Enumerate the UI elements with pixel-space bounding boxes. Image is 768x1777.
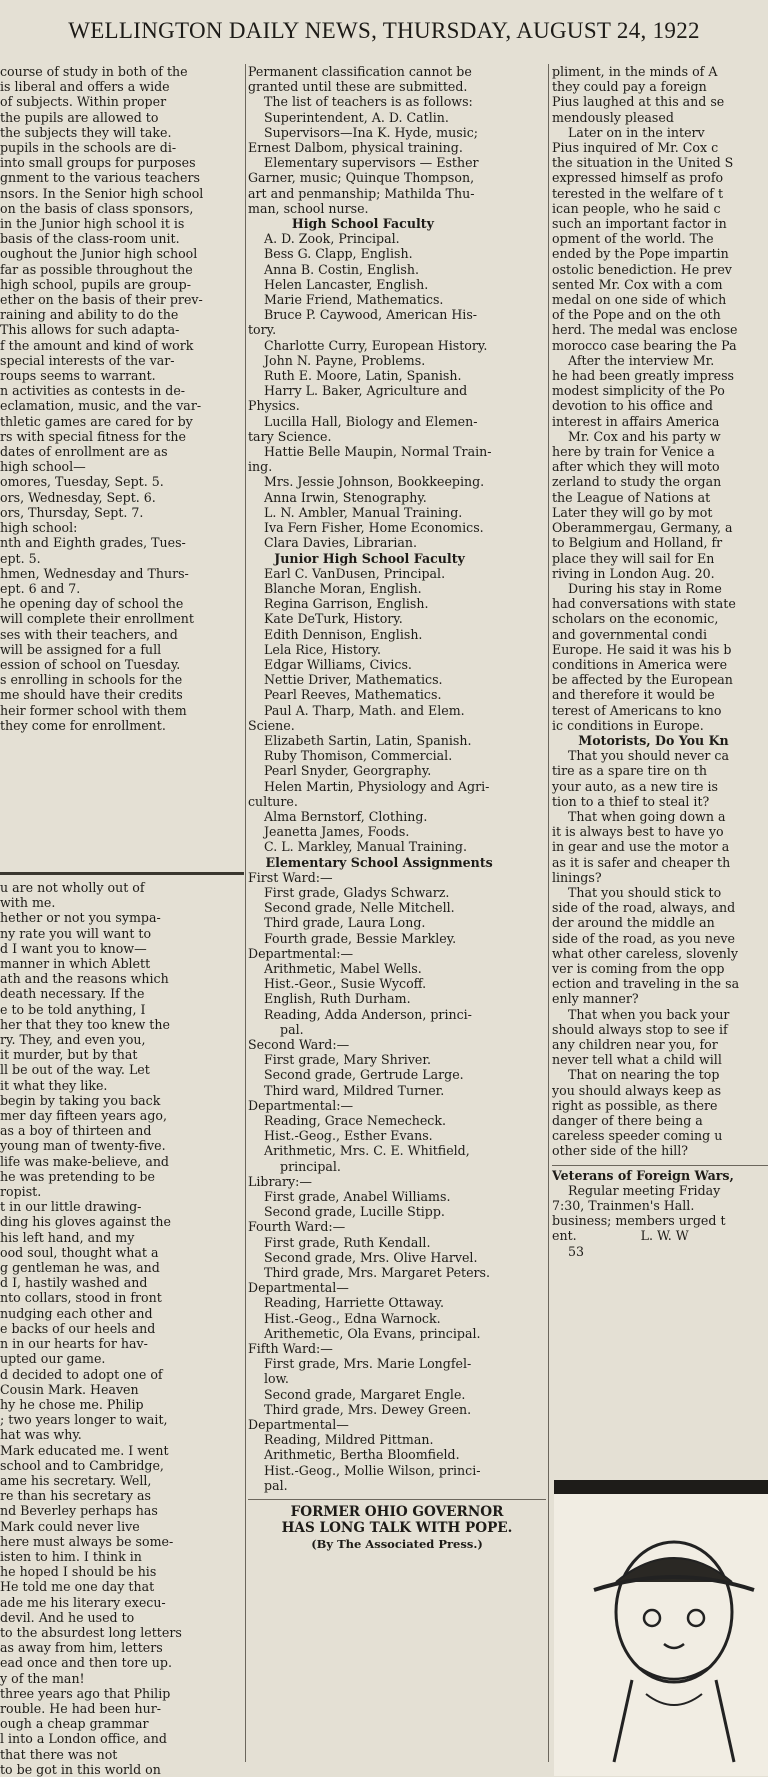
text-line: First grade, Mary Shriver. bbox=[248, 1052, 431, 1068]
text-line: Iva Fern Fisher, Home Economics. bbox=[248, 520, 484, 536]
text-line: First grade, Ruth Kendall. bbox=[248, 1234, 431, 1250]
text-line: hat was why. bbox=[0, 1427, 82, 1443]
text-line: high school, pupils are group- bbox=[0, 276, 191, 292]
text-line: Cousin Mark. Heaven bbox=[0, 1381, 139, 1397]
text-line: scholars on the economic, bbox=[552, 611, 719, 627]
text-line: 7:30, Trainmen's Hall. bbox=[552, 1198, 695, 1214]
notice-separator bbox=[552, 1165, 768, 1166]
subheading: Motorists, Do You Kn bbox=[552, 732, 729, 748]
text-line: Library:— bbox=[248, 1173, 312, 1189]
text-line: ough a cheap grammar bbox=[0, 1716, 149, 1732]
text-line: Hist.-Geog., Edna Warnock. bbox=[248, 1310, 441, 1326]
text-line: death necessary. If the bbox=[0, 986, 145, 1002]
text-line: Mark educated me. I went bbox=[0, 1442, 169, 1458]
col3-body bbox=[552, 64, 768, 1159]
text-line: it murder, but by that bbox=[0, 1047, 138, 1063]
text-line: modest simplicity of the Po bbox=[552, 383, 725, 399]
text-line: Ruby Thomison, Commercial. bbox=[248, 748, 453, 764]
text-line: and governmental condi bbox=[552, 626, 707, 642]
text-line: Anna Irwin, Stenography. bbox=[248, 489, 427, 505]
text-line: That you should stick to bbox=[552, 884, 722, 900]
text-line: This allows for such adapta- bbox=[0, 322, 180, 338]
text-line: Bess G. Clapp, English. bbox=[248, 246, 413, 262]
text-line: Elizabeth Sartin, Latin, Spanish. bbox=[248, 732, 472, 748]
text-line: Lucilla Hall, Biology and Elemen- bbox=[248, 413, 478, 429]
school-enrollment-article-fragment bbox=[0, 64, 244, 870]
text-line: n in our hearts for hav- bbox=[0, 1336, 148, 1352]
text-line: Alma Bernstorf, Clothing. bbox=[248, 808, 428, 824]
text-line: ropist. bbox=[0, 1184, 42, 1200]
text-line: after which they will moto bbox=[552, 459, 720, 475]
text-line: any children near you, for bbox=[552, 1037, 718, 1052]
text-line: pal. bbox=[248, 1477, 288, 1493]
text-line: business; members urged t bbox=[552, 1213, 726, 1229]
text-line: e to be told anything, I bbox=[0, 1001, 146, 1017]
text-line: Harry L. Baker, Agriculture and bbox=[248, 383, 468, 399]
text-line: mer day fifteen years ago, bbox=[0, 1108, 167, 1124]
text-line: your auto, as a new tire is bbox=[552, 778, 718, 794]
text-line: will complete their enrollment bbox=[0, 611, 194, 627]
text-line: that there was not bbox=[0, 1746, 118, 1762]
text-line: l into a London office, and bbox=[0, 1731, 167, 1747]
subheading: High School Faculty bbox=[248, 216, 434, 232]
text-line: First grade, Mrs. Marie Longfel- bbox=[248, 1356, 472, 1372]
text-line: to the absurdest long letters bbox=[0, 1624, 182, 1640]
text-line: Kate DeTurk, History. bbox=[248, 611, 403, 627]
text-line: ent. L. W. W bbox=[552, 1228, 689, 1244]
text-line: ors, Wednesday, Sept. 6. bbox=[0, 489, 156, 505]
text-line: as a boy of thirteen and bbox=[0, 1123, 152, 1139]
text-line: omores, Tuesday, Sept. 5. bbox=[0, 474, 164, 490]
text-line: you should always keep as bbox=[552, 1082, 722, 1098]
text-line: y of the man! bbox=[0, 1670, 85, 1686]
subheading: Junior High School Faculty bbox=[248, 550, 465, 566]
text-line: basis of the class-room unit. bbox=[0, 231, 180, 247]
article-separator bbox=[0, 872, 244, 875]
text-line: First grade, Anabel Williams. bbox=[248, 1189, 451, 1205]
text-line: careless speeder coming u bbox=[552, 1128, 723, 1144]
text-line: Departmental— bbox=[248, 1280, 349, 1296]
text-line: ny rate you will want to bbox=[0, 925, 152, 941]
text-line: Hattie Belle Maupin, Normal Train- bbox=[248, 444, 492, 460]
text-line: Pius inquired of Mr. Cox c bbox=[552, 140, 719, 156]
text-line: pupils in the schools are di- bbox=[0, 140, 177, 156]
text-line: der around the middle an bbox=[552, 915, 715, 931]
text-line: Arithmetic, Mabel Wells. bbox=[248, 960, 422, 976]
text-line: Mrs. Jessie Johnson, Bookkeeping. bbox=[248, 474, 485, 490]
text-line: Edgar Williams, Civics. bbox=[248, 656, 412, 672]
text-line: re than his secretary as bbox=[0, 1488, 151, 1504]
text-line: the pupils are allowed to bbox=[0, 109, 159, 125]
text-line: ether on the basis of their prev- bbox=[0, 292, 203, 308]
text-line: man, school nurse. bbox=[248, 200, 369, 216]
text-line: far as possible throughout the bbox=[0, 261, 193, 277]
text-line: ath and the reasons which bbox=[0, 971, 169, 987]
text-line: t in our little drawing- bbox=[0, 1199, 142, 1215]
text-line: as it is safer and cheaper th bbox=[552, 854, 731, 870]
text-line: side of the road, always, and bbox=[552, 900, 736, 916]
text-line: expressed himself as profo bbox=[552, 170, 724, 186]
text-line: culture. bbox=[248, 793, 298, 809]
text-line: and therefore it would be bbox=[552, 687, 715, 703]
text-line: Superintendent, A. D. Catlin. bbox=[248, 109, 449, 125]
text-line: course of study in both of the bbox=[0, 64, 188, 79]
text-line: as away from him, letters bbox=[0, 1640, 163, 1656]
cartoon-drawing bbox=[554, 1494, 768, 1762]
text-line: ead once and then tore up. bbox=[0, 1655, 172, 1671]
text-line: herd. The medal was enclose bbox=[552, 322, 738, 338]
text-line: tary Science. bbox=[248, 428, 332, 444]
text-line: ry. They, and even you, bbox=[0, 1032, 146, 1048]
text-line: Fourth Ward:— bbox=[248, 1219, 346, 1235]
text-line: Bruce P. Caywood, American His- bbox=[248, 307, 478, 323]
text-line: Reading, Grace Nemecheck. bbox=[248, 1113, 446, 1129]
text-line: terested in the welfare of t bbox=[552, 185, 724, 201]
text-line: ses with their teachers, and bbox=[0, 626, 178, 642]
text-line: A. D. Zook, Principal. bbox=[248, 231, 400, 247]
text-line: ame his secretary. Well, bbox=[0, 1472, 152, 1488]
text-line: C. L. Markley, Manual Training. bbox=[248, 839, 467, 855]
text-line: mendously pleased bbox=[552, 109, 674, 125]
text-line: He told me one day that bbox=[0, 1579, 155, 1595]
text-line: ican people, who he said c bbox=[552, 200, 721, 216]
text-line: ept. 5. bbox=[0, 550, 41, 566]
text-line: ic conditions in Europe. bbox=[552, 717, 704, 733]
text-line: they could pay a foreign bbox=[552, 79, 707, 95]
text-line: Second grade, Margaret Engle. bbox=[248, 1386, 466, 1402]
text-line: Second Ward:— bbox=[248, 1037, 350, 1052]
text-line: Reading, Harriette Ottaway. bbox=[248, 1295, 445, 1311]
teacher-list-body bbox=[248, 64, 546, 1493]
text-line: granted until these are submitted. bbox=[248, 79, 468, 95]
text-line: ood soul, thought what a bbox=[0, 1244, 159, 1260]
text-line: First Ward:— bbox=[248, 869, 333, 885]
text-line: ept. 6 and 7. bbox=[0, 580, 81, 596]
text-line: f the amount and kind of work bbox=[0, 337, 194, 353]
text-line: Third grade, Mrs. Margaret Peters. bbox=[248, 1265, 491, 1281]
text-line: principal. bbox=[248, 1158, 341, 1174]
text-line: hmen, Wednesday and Thurs- bbox=[0, 565, 189, 581]
text-line: what other careless, slovenly bbox=[552, 945, 739, 961]
text-line: begin by taking you back bbox=[0, 1092, 161, 1108]
text-line: tory. bbox=[248, 322, 277, 338]
text-line: Second grade, Mrs. Olive Harvel. bbox=[248, 1249, 478, 1265]
text-line: Regina Garrison, English. bbox=[248, 596, 429, 612]
text-line: upted our game. bbox=[0, 1351, 106, 1367]
text-line: school and to Cambridge, bbox=[0, 1457, 164, 1473]
text-line: rs with special fitness for the bbox=[0, 428, 186, 444]
text-line: Helen Lancaster, English. bbox=[248, 276, 429, 292]
text-line: heir former school with them bbox=[0, 702, 187, 718]
text-line: Ruth E. Moore, Latin, Spanish. bbox=[248, 368, 462, 384]
text-line: other side of the hill? bbox=[552, 1143, 689, 1159]
text-line: That when you back your bbox=[552, 1006, 730, 1022]
text-line: ors, Thursday, Sept. 7. bbox=[0, 504, 144, 520]
text-line: roups seems to warrant. bbox=[0, 368, 156, 384]
text-line: high school: bbox=[0, 520, 78, 536]
text-line: raining and ability to do the bbox=[0, 307, 179, 323]
text-line: Helen Martin, Physiology and Agri- bbox=[248, 778, 490, 794]
text-line: First grade, Gladys Schwarz. bbox=[248, 884, 450, 900]
text-line: d decided to adopt one of bbox=[0, 1366, 163, 1382]
text-line: Nettie Driver, Mathematics. bbox=[248, 672, 443, 688]
text-line: sented Mr. Cox with a com bbox=[552, 276, 723, 292]
text-line: Reading, Adda Anderson, princi- bbox=[248, 1006, 472, 1022]
text-line: to Belgium and Holland, fr bbox=[552, 535, 723, 551]
text-line: art and penmanship; Mathilda Thu- bbox=[248, 185, 475, 201]
column-divider bbox=[245, 64, 246, 1762]
veterans-notice-body bbox=[552, 1183, 768, 1259]
text-line: Departmental:— bbox=[248, 945, 354, 961]
text-line: they come for enrollment. bbox=[0, 717, 166, 733]
text-line: enly manner? bbox=[552, 991, 639, 1007]
text-line: Earl C. VanDusen, Principal. bbox=[248, 565, 446, 581]
text-line: Blanche Moran, English. bbox=[248, 580, 422, 596]
text-line: life was make-believe, and bbox=[0, 1153, 169, 1169]
comic-strip-panel bbox=[554, 1480, 768, 1776]
text-line: to be got in this world on bbox=[0, 1761, 161, 1777]
text-line: nth and Eighth grades, Tues- bbox=[0, 535, 186, 551]
text-line: hy he chose me. Philip bbox=[0, 1396, 144, 1412]
text-line: eclamation, music, and the var- bbox=[0, 398, 202, 414]
text-line: Jeanetta James, Foods. bbox=[248, 824, 410, 840]
text-line: in the Junior high school it is bbox=[0, 216, 185, 232]
text-line: g gentleman he was, and bbox=[0, 1260, 160, 1276]
text-line: 53 bbox=[552, 1243, 585, 1259]
text-line: he had been greatly impress bbox=[552, 368, 735, 384]
text-line: Arithmetic, Mrs. C. E. Whitfield, bbox=[248, 1143, 470, 1159]
text-line: John N. Payne, Problems. bbox=[248, 352, 426, 368]
text-line: ll be out of the way. Let bbox=[0, 1062, 150, 1078]
text-line: is liberal and offers a wide bbox=[0, 79, 170, 95]
text-line: Elementary supervisors — Esther bbox=[248, 155, 479, 171]
text-line: ver is coming from the opp bbox=[552, 960, 725, 976]
text-line: ostolic benediction. He prev bbox=[552, 261, 732, 277]
text-line: the League of Nations at bbox=[552, 489, 711, 505]
text-line: u are not wholly out of bbox=[0, 880, 145, 895]
text-line: conditions in America were bbox=[552, 656, 728, 672]
text-line: ; two years longer to wait, bbox=[0, 1412, 168, 1428]
text-line: her that they too knew the bbox=[0, 1016, 170, 1032]
text-line: should always stop to see if bbox=[552, 1021, 728, 1037]
text-line: Third grade, Mrs. Dewey Green. bbox=[248, 1401, 472, 1417]
text-line: Later on in the interv bbox=[552, 124, 705, 140]
text-line: After the interview Mr. bbox=[552, 352, 715, 368]
text-line: Third grade, Laura Long. bbox=[248, 915, 426, 931]
text-line: Mr. Cox and his party w bbox=[552, 428, 721, 444]
text-line: During his stay in Rome bbox=[552, 580, 722, 596]
text-line: terest of Americans to kno bbox=[552, 702, 722, 718]
text-line: thletic games are cared for by bbox=[0, 413, 193, 429]
text-line: Arithemetic, Ola Evans, principal. bbox=[248, 1325, 481, 1341]
text-line: Anna B. Costin, English. bbox=[248, 261, 419, 277]
text-line: riving in London Aug. 20. bbox=[552, 565, 715, 581]
text-line: the subjects they will take. bbox=[0, 124, 172, 140]
headline-separator bbox=[248, 1499, 546, 1500]
text-line: be affected by the European bbox=[552, 672, 733, 688]
column-divider bbox=[548, 64, 549, 1762]
text-line: morocco case bearing the Pa bbox=[552, 337, 737, 353]
text-line: pliment, in the minds of A bbox=[552, 64, 718, 79]
text-line: Reading, Mildred Pittman. bbox=[248, 1432, 434, 1448]
text-line: nsors. In the Senior high school bbox=[0, 185, 204, 201]
text-line: Later they will go by mot bbox=[552, 504, 713, 520]
text-line: with me. bbox=[0, 895, 56, 911]
text-line: zerland to study the organ bbox=[552, 474, 722, 490]
text-line: special interests of the var- bbox=[0, 352, 175, 368]
text-line: Permanent classification cannot be bbox=[248, 64, 472, 79]
text-line: Hist.-Geor., Susie Wycoff. bbox=[248, 976, 427, 992]
text-line: oughout the Junior high school bbox=[0, 246, 198, 262]
text-line: had conversations with state bbox=[552, 596, 736, 612]
text-line: into small groups for purposes bbox=[0, 155, 196, 171]
text-line: Supervisors—Ina K. Hyde, music; bbox=[248, 124, 479, 140]
text-line: d I want you to know— bbox=[0, 940, 147, 956]
headline-line-2: HAS LONG TALK WITH POPE. bbox=[281, 1520, 513, 1537]
text-line: it what they like. bbox=[0, 1077, 108, 1093]
text-line: Hist.-Geog., Mollie Wilson, princi- bbox=[248, 1462, 481, 1478]
headline-byline: (By The Associated Press.) bbox=[311, 1537, 483, 1552]
text-line: ession of school on Tuesday. bbox=[0, 656, 181, 672]
text-line: Clara Davies, Librarian. bbox=[248, 535, 418, 551]
text-line: Fourth grade, Bessie Markley. bbox=[248, 930, 457, 946]
text-line: Lela Rice, History. bbox=[248, 641, 381, 657]
text-line: Charlotte Curry, European History. bbox=[248, 337, 488, 353]
text-line: he hoped I should be his bbox=[0, 1564, 157, 1580]
text-line: Paul A. Tharp, Math. and Elem. bbox=[248, 702, 465, 718]
text-line: of the Pope and on the oth bbox=[552, 307, 721, 323]
text-line: e backs of our heels and bbox=[0, 1320, 156, 1336]
text-line: Garner, music; Quinque Thompson, bbox=[248, 170, 475, 186]
text-line: Marie Friend, Mathematics. bbox=[248, 292, 444, 308]
text-line: isten to him. I think in bbox=[0, 1548, 142, 1564]
cox-pope-article-and-motorists-column bbox=[552, 64, 768, 1476]
serial-story-fragment bbox=[0, 880, 244, 1777]
text-line: Europe. He said it was his b bbox=[552, 641, 732, 657]
text-line: three years ago that Philip bbox=[0, 1685, 171, 1701]
text-line: never tell what a child will bbox=[552, 1052, 722, 1068]
text-line: Edith Dennison, English. bbox=[248, 626, 423, 642]
text-line: here by train for Venice a bbox=[552, 444, 715, 460]
text-line: nudging each other and bbox=[0, 1305, 153, 1321]
text-line: interest in affairs America bbox=[552, 413, 720, 429]
text-line: tion to a thief to steal it? bbox=[552, 793, 710, 809]
text-line: it is always best to have yo bbox=[552, 824, 724, 840]
teacher-list-article bbox=[248, 64, 546, 1762]
text-line: Arithmetic, Bertha Bloomfield. bbox=[248, 1447, 460, 1463]
text-line: right as possible, as there bbox=[552, 1097, 718, 1113]
subheading: Elementary School Assignments bbox=[248, 854, 493, 870]
text-line: Departmental— bbox=[248, 1417, 349, 1433]
text-line: rouble. He had been hur- bbox=[0, 1700, 161, 1716]
text-line: Hist.-Geog., Esther Evans. bbox=[248, 1128, 433, 1144]
text-line: ended by the Pope impartin bbox=[552, 246, 729, 262]
text-line: Pearl Reeves, Mathematics. bbox=[248, 687, 442, 703]
text-line: gnment to the various teachers bbox=[0, 170, 200, 186]
text-line: Sciene. bbox=[248, 717, 295, 733]
text-line: danger of there being a bbox=[552, 1113, 703, 1129]
text-line: ding his gloves against the bbox=[0, 1214, 171, 1230]
text-line: ade me his literary execu- bbox=[0, 1594, 166, 1610]
text-line: Ernest Dalbom, physical training. bbox=[248, 140, 463, 156]
text-line: low. bbox=[248, 1371, 289, 1387]
headline-line-1: FORMER OHIO GOVERNOR bbox=[290, 1504, 504, 1521]
text-line: hether or not you sympa- bbox=[0, 910, 161, 926]
text-line: That you should never ca bbox=[552, 748, 729, 764]
text-line: ing. bbox=[248, 459, 273, 475]
text-line: manner in which Ablett bbox=[0, 956, 151, 972]
text-line: Third ward, Mildred Turner. bbox=[248, 1082, 445, 1098]
text-line: Departmental:— bbox=[248, 1097, 354, 1113]
text-line: That on nearing the top bbox=[552, 1067, 720, 1083]
text-line: Regular meeting Friday bbox=[552, 1182, 721, 1198]
text-line: n activities as contests in de- bbox=[0, 383, 186, 399]
text-line: he was pretending to be bbox=[0, 1168, 155, 1184]
text-line: on the basis of class sponsors, bbox=[0, 200, 194, 216]
text-line: Physics. bbox=[248, 398, 300, 414]
text-line: The list of teachers is as follows: bbox=[248, 94, 473, 110]
veterans-notice-heading: Veterans of Foreign Wars, bbox=[552, 1167, 734, 1183]
pope-talk-headline bbox=[248, 1504, 546, 1552]
text-line: That when going down a bbox=[552, 808, 726, 824]
text-line: in gear and use the motor a bbox=[552, 839, 730, 855]
text-line: linings? bbox=[552, 869, 602, 885]
text-line: devil. And he used to bbox=[0, 1609, 135, 1625]
text-line: Pearl Snyder, Georgraphy. bbox=[248, 763, 432, 779]
text-line: L. N. Ambler, Manual Training. bbox=[248, 504, 463, 520]
text-line: ection and traveling in the sa bbox=[552, 976, 740, 992]
text-line: medal on one side of which bbox=[552, 292, 727, 308]
text-line: devotion to his office and bbox=[552, 398, 713, 414]
text-line: Second grade, Lucille Stipp. bbox=[248, 1204, 445, 1220]
text-line: his left hand, and my bbox=[0, 1229, 135, 1245]
text-line: s enrolling in schools for the bbox=[0, 672, 183, 688]
text-line: young man of twenty-five. bbox=[0, 1138, 166, 1154]
text-line: English, Ruth Durham. bbox=[248, 991, 411, 1007]
text-line: side of the road, as you neve bbox=[552, 930, 735, 946]
text-line: the situation in the United S bbox=[552, 155, 734, 171]
text-line: Oberammergau, Germany, a bbox=[552, 520, 733, 536]
text-line: such an important factor in bbox=[552, 216, 727, 232]
text-line: place they will sail for En bbox=[552, 550, 715, 566]
text-line: dates of enrollment are as bbox=[0, 444, 168, 460]
text-line: Second grade, Gertrude Large. bbox=[248, 1067, 464, 1083]
text-line: pal. bbox=[248, 1021, 304, 1037]
newspaper-masthead: WELLINGTON DAILY NEWS, THURSDAY, AUGUST 24, 1922 bbox=[68, 18, 700, 43]
text-line: Pius laughed at this and se bbox=[552, 94, 725, 110]
text-line: high school— bbox=[0, 459, 86, 475]
text-line: me should have their credits bbox=[0, 687, 183, 703]
text-line: he opening day of school the bbox=[0, 596, 184, 612]
text-line: tire as a spare tire on th bbox=[552, 763, 707, 779]
text-line: Second grade, Nelle Mitchell. bbox=[248, 900, 455, 916]
text-line: Mark could never live bbox=[0, 1518, 140, 1534]
text-line: will be assigned for a full bbox=[0, 641, 162, 657]
text-line: opment of the world. The bbox=[552, 231, 714, 247]
text-line: d I, hastily washed and bbox=[0, 1275, 148, 1291]
text-line: of subjects. Within proper bbox=[0, 94, 167, 110]
text-line: here must always be some- bbox=[0, 1533, 174, 1549]
text-line: Fifth Ward:— bbox=[248, 1341, 333, 1357]
text-line: nd Beverley perhaps has bbox=[0, 1503, 158, 1519]
text-line: nto collars, stood in front bbox=[0, 1290, 162, 1306]
